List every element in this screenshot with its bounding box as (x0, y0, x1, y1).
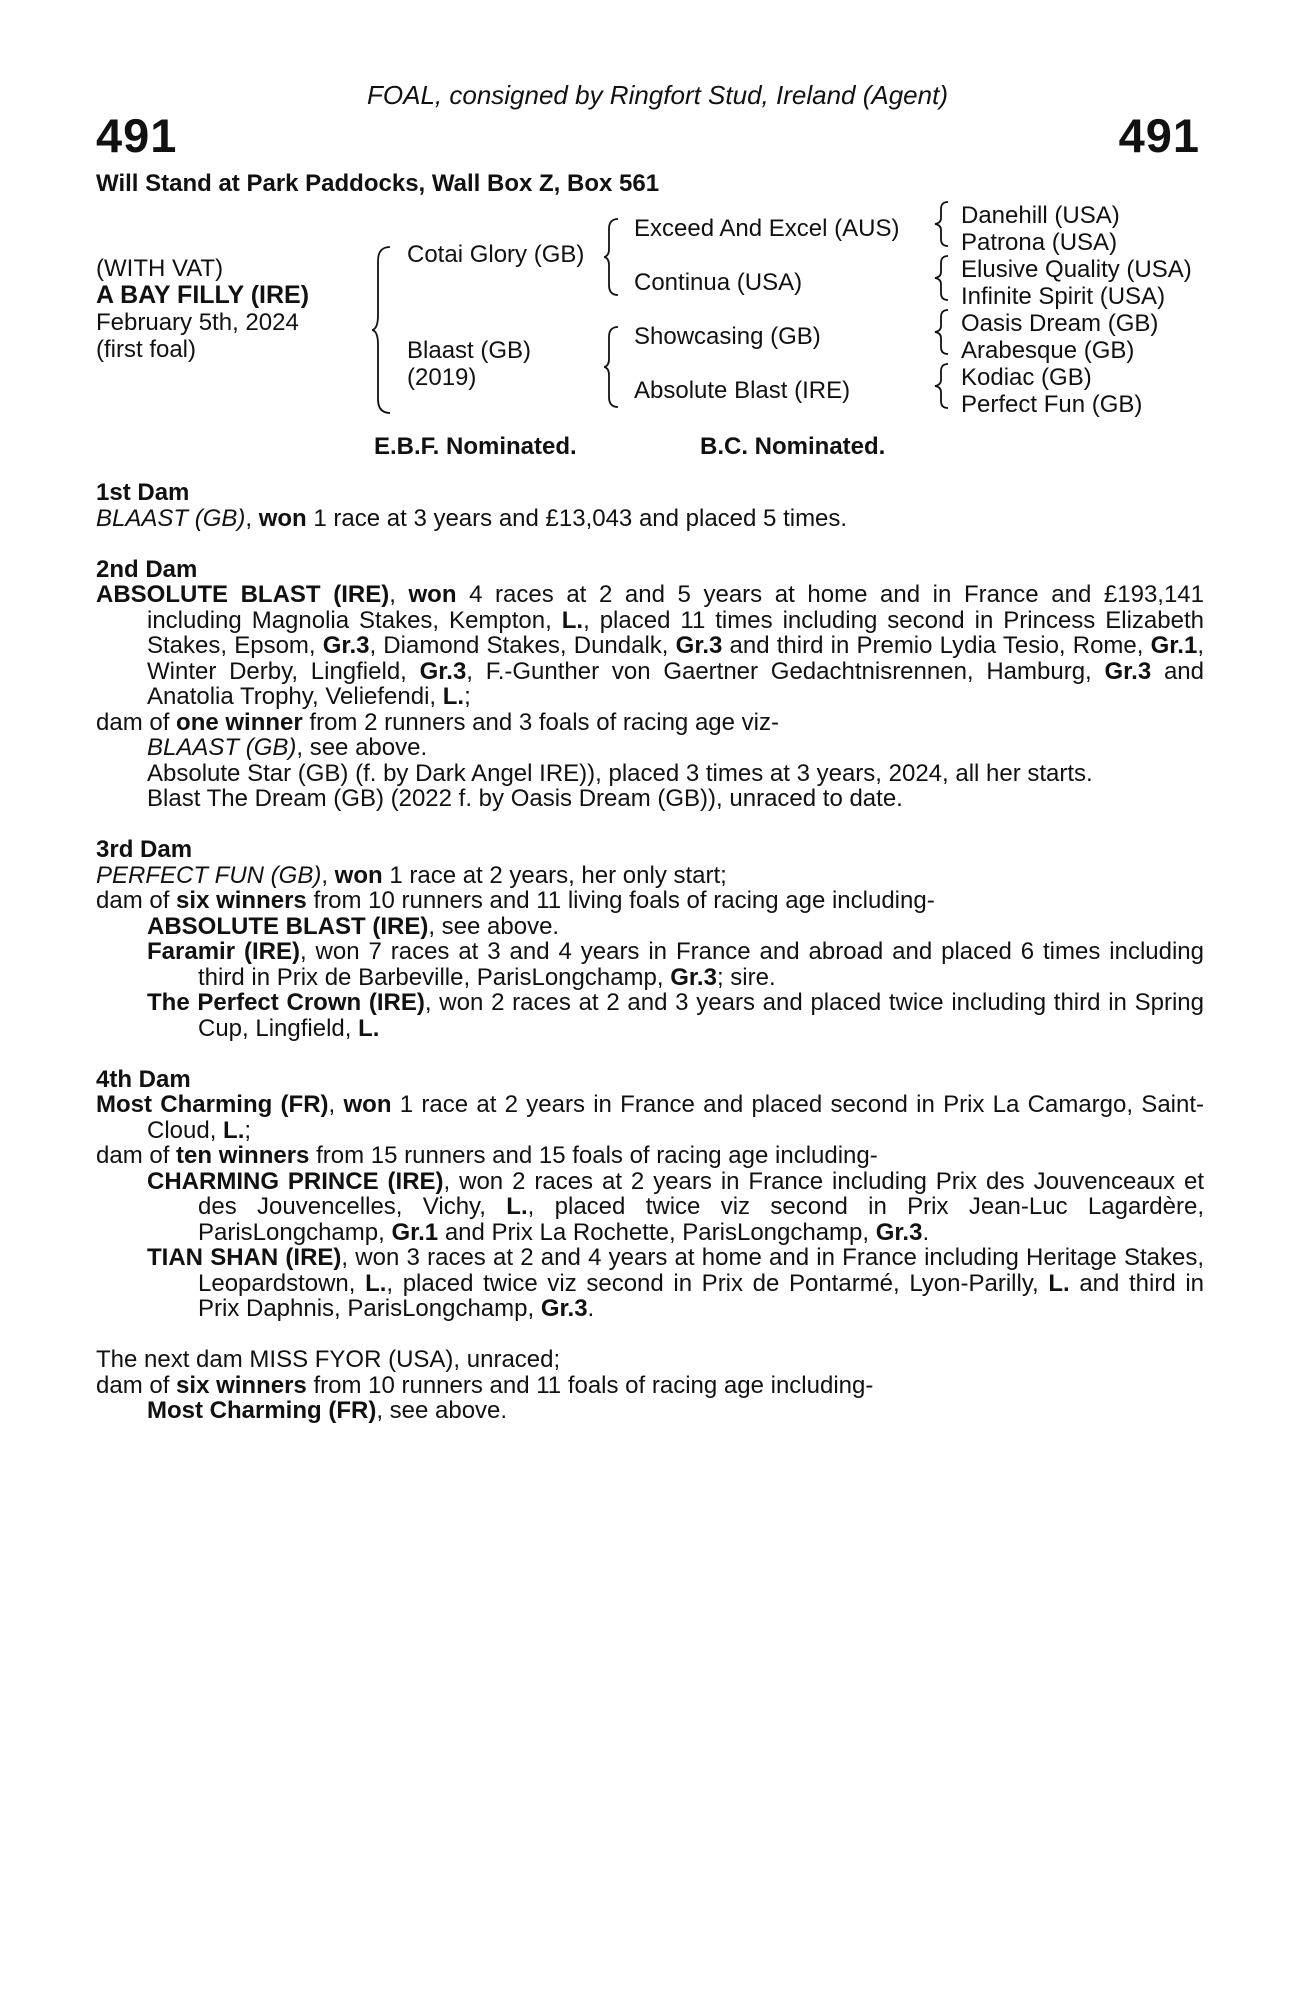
main-brace (372, 245, 394, 415)
second-dam-heading: 2nd Dam (96, 555, 198, 583)
dam-brace (604, 325, 622, 409)
fourth-dam-heading: 4th Dam (96, 1065, 191, 1093)
gp-6: Arabesque (GB) (961, 337, 1135, 364)
ebf-nomination: E.B.F. Nominated. (374, 433, 577, 460)
gp-1: Danehill (USA) (961, 202, 1120, 229)
lot-number-left: 491 (96, 109, 178, 162)
fourth-dam-name: Most Charming (FR) (96, 1091, 329, 1118)
sire-dam: Continua (USA) (634, 269, 803, 296)
produce-item: Blast The Dream (GB) (2022 f. by Oasis Dream (GB)), unraced to date. (147, 785, 903, 812)
sire-brace (604, 217, 622, 297)
vat-note: (WITH VAT) (96, 255, 224, 282)
produce-item: The Perfect Crown (IRE), won 2 races at 2 and 3 years and placed twice including third in Spring Cup, Lingfield, L. (147, 989, 1204, 1042)
brace-g78 (934, 362, 954, 410)
fourth-dam-entry: Most Charming (FR), won 1 race at 2 years in France and placed second in Prix La Camargo, Saint-Cloud, L.; (96, 1091, 1204, 1144)
next-dam-section (96, 1347, 1204, 1424)
bc-nomination: B.C. Nominated. (700, 433, 886, 460)
produce-item: Most Charming (FR), see above. (147, 1397, 508, 1424)
first-dam-heading: 1st Dam (96, 479, 190, 506)
lot-number-right: 491 (1118, 109, 1200, 162)
family-section (96, 480, 1204, 1449)
produce-item: CHARMING PRINCE (IRE), won 2 races at 2 years in France including Prix des Jouvenceaux et des Jouvencelles, Vichy, L., placed twice viz second in Prix Jean-Luc Lagardère, ParisLongchamp, Gr.1 and Prix La Rochette, ParisLongchamp, Gr.3. (147, 1167, 1204, 1246)
gp-4: Infinite Spirit (USA) (961, 283, 1166, 310)
gp-2: Patrona (USA) (961, 229, 1118, 256)
dam-year: (2019) (407, 364, 477, 391)
third-dam-entry: PERFECT FUN (GB), won 1 race at 2 years, her only start; (96, 861, 727, 889)
produce-item: BLAAST (GB), see above. (147, 734, 428, 761)
produce-item: Faramir (IRE), won 7 races at 3 and 4 years in France and abroad and placed 6 times including third in Prix de Barbeville, ParisLongchamp, Gr.3; sire. (147, 938, 1204, 991)
dam-sire: Showcasing (GB) (634, 323, 821, 350)
fourth-dam-section (96, 1067, 1204, 1322)
second-dam-name: ABSOLUTE BLAST (IRE) (96, 581, 390, 608)
next-dam-produce-summary: dam of six winners from 10 runners and 11 foals of racing age including- (96, 1371, 874, 1399)
second-dam-produce-summary: dam of one winner from 2 runners and 3 foals of racing age viz- (96, 708, 779, 736)
subject-block (96, 255, 309, 363)
third-dam-heading: 3rd Dam (96, 836, 193, 863)
brace-g12 (934, 200, 954, 248)
foal-note: (first foal) (96, 336, 197, 363)
gp-5: Oasis Dream (GB) (961, 310, 1159, 337)
dam: Blaast (GB) (407, 337, 532, 364)
consignor-line: FOAL, consigned by Ringfort Stud, Ireland (Agent) (367, 80, 948, 110)
next-dam-entry: The next dam MISS FYOR (USA), unraced; (96, 1346, 561, 1373)
first-dam-section (96, 480, 1204, 531)
gp-8: Perfect Fun (GB) (961, 391, 1143, 418)
fourth-dam-produce-summary: dam of ten winners from 15 runners and 15 foals of racing age including- (96, 1142, 878, 1169)
gp-3: Elusive Quality (USA) (961, 256, 1192, 283)
third-dam-section (96, 837, 1204, 1041)
second-dam-entry: ABSOLUTE BLAST (IRE), won 4 races at 2 and 5 years at home and in France and £193,141 including Magnolia Stakes, Kempton, L., placed 11 times including second in Princess Elizabeth Stakes, Epsom, Gr.3, Diamond Stakes, Dundalk, Gr.3 and third in Premio Lydia Tesio, Rome, Gr.1, Winter Derby, Lingfield, Gr.3, F.-Gunther von Gaertner Gedachtnisrennen, Hamburg, Gr.3 and Anatolia Trophy, Veliefendi, L.; (96, 581, 1204, 710)
brace-g56 (934, 308, 954, 356)
gp-7: Kodiac (GB) (961, 364, 1092, 391)
produce-item: ABSOLUTE BLAST (IRE), see above. (147, 912, 560, 940)
stand-location: Will Stand at Park Paddocks, Wall Box Z, Box 561 (96, 170, 660, 197)
third-dam-produce-summary: dam of six winners from 10 runners and 11 living foals of racing age including- (96, 887, 935, 914)
dam-dam: Absolute Blast (IRE) (634, 377, 851, 404)
subject-name: A BAY FILLY (IRE) (96, 281, 310, 309)
second-dam-section (96, 557, 1204, 812)
first-dam-name: BLAAST (GB) (96, 504, 246, 532)
date-of-birth: February 5th, 2024 (96, 309, 299, 336)
produce-item: TIAN SHAN (IRE), won 3 races at 2 and 4 years at home and in France including Heritage Stakes, Leopardstown, L., placed twice viz second in Prix de Pontarmé, Lyon-Parilly, L. and third in Prix Daphnis, ParisLongchamp, Gr.3. (147, 1244, 1205, 1322)
produce-item: Absolute Star (GB) (f. by Dark Angel IRE)), placed 3 times at 3 years, 2024, all her starts. (147, 759, 1093, 787)
brace-g34 (934, 254, 954, 302)
sire: Cotai Glory (GB) (407, 241, 585, 268)
third-dam-name: PERFECT FUN (GB) (96, 861, 322, 889)
first-dam-entry: BLAAST (GB), won 1 race at 3 years and £13,043 and placed 5 times. (96, 504, 848, 532)
sire-sire: Exceed And Excel (AUS) (634, 215, 900, 242)
